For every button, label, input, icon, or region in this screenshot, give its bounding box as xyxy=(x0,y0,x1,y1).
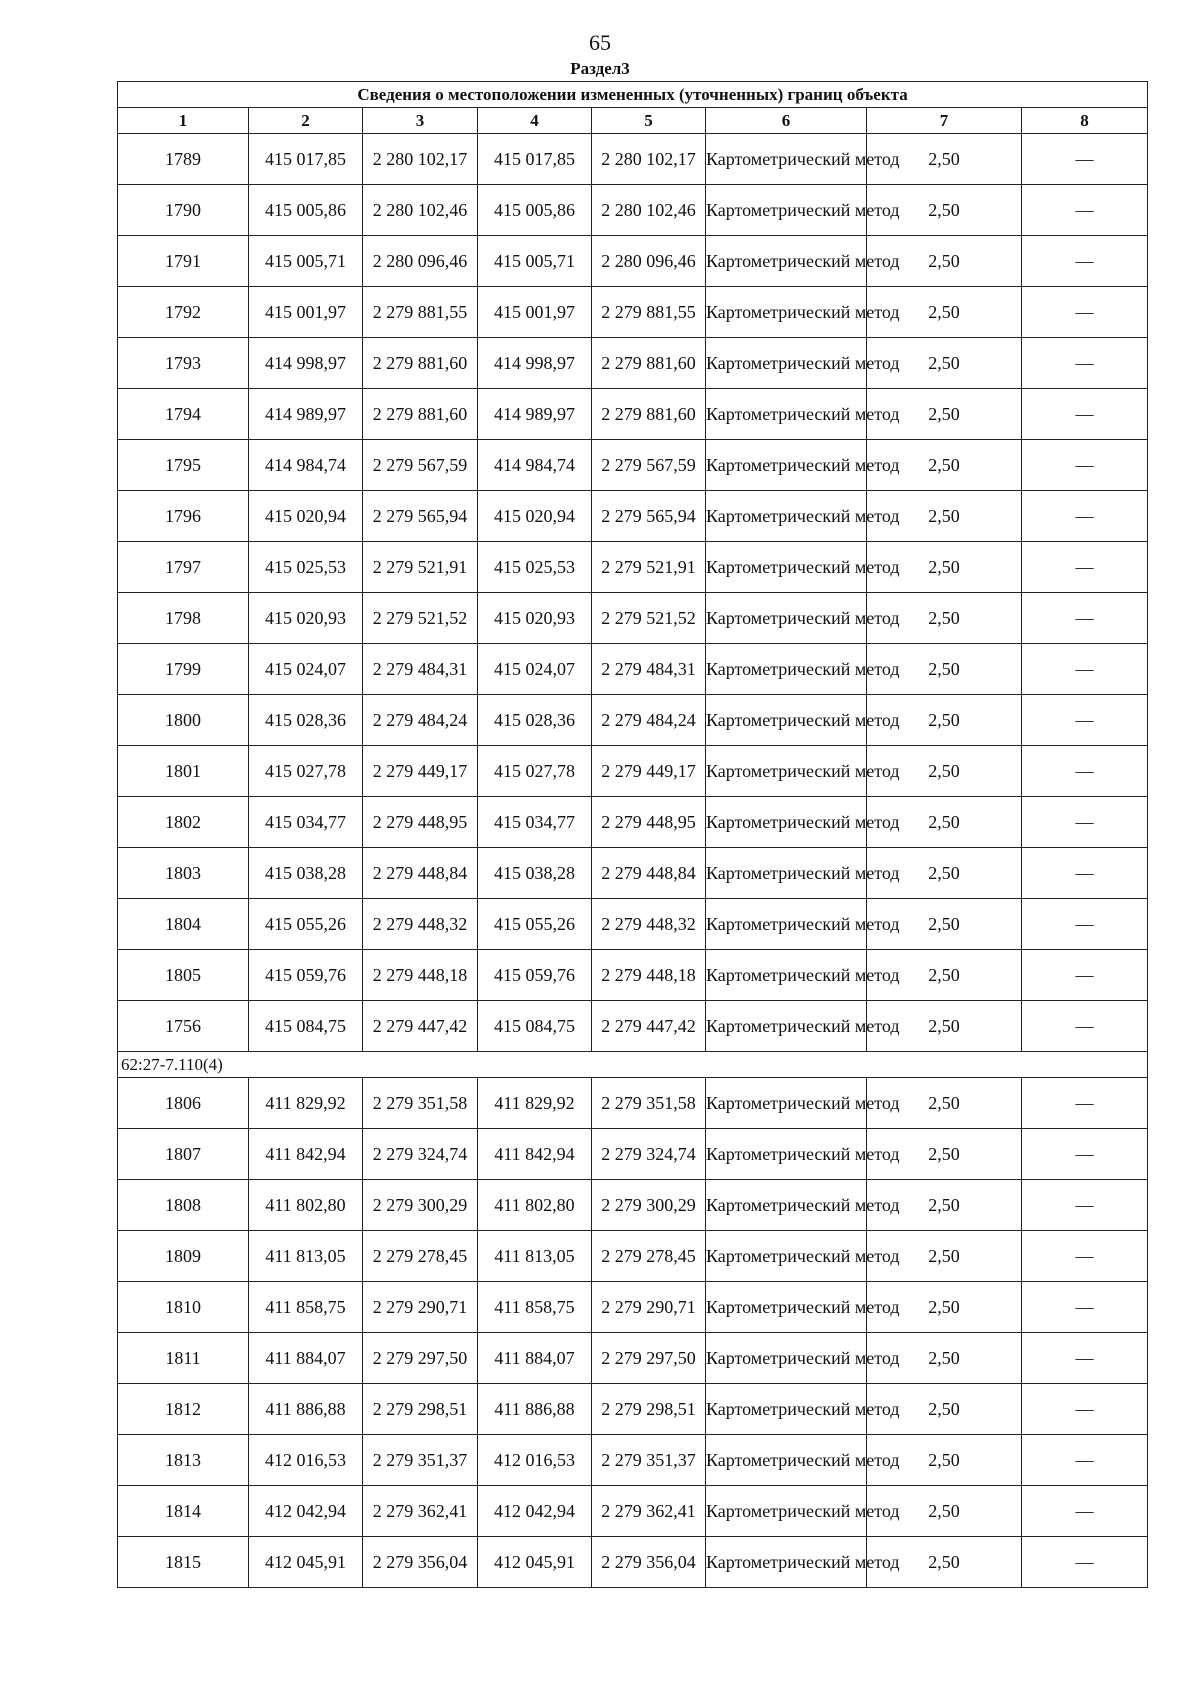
x-old-cell: 415 005,71 xyxy=(249,236,363,287)
description-cell: — xyxy=(1022,1231,1148,1282)
x-old-cell: 411 858,75 xyxy=(249,1282,363,1333)
table-row xyxy=(118,1384,1148,1435)
x-new-cell: 411 858,75 xyxy=(478,1282,592,1333)
point-number-cell: 1813 xyxy=(118,1435,249,1486)
x-old-cell: 415 038,28 xyxy=(249,848,363,899)
description-cell: — xyxy=(1022,848,1148,899)
x-old-cell: 411 802,80 xyxy=(249,1180,363,1231)
point-number-cell: 1814 xyxy=(118,1486,249,1537)
y-old-cell: 2 279 297,50 xyxy=(363,1333,478,1384)
table-row xyxy=(118,1537,1148,1588)
description-cell: — xyxy=(1022,593,1148,644)
x-new-cell: 415 038,28 xyxy=(478,848,592,899)
y-new-cell: 2 279 351,58 xyxy=(592,1078,706,1129)
precision-cell: 2,50 xyxy=(867,950,1022,1001)
point-number-cell: 1791 xyxy=(118,236,249,287)
precision-cell: 2,50 xyxy=(867,848,1022,899)
x-new-cell: 411 829,92 xyxy=(478,1078,592,1129)
y-new-cell: 2 279 324,74 xyxy=(592,1129,706,1180)
precision-cell: 2,50 xyxy=(867,593,1022,644)
precision-cell: 2,50 xyxy=(867,1486,1022,1537)
cadastral-group-label: 62:27-7.110(4) xyxy=(118,1052,1148,1078)
table-row xyxy=(118,236,1148,287)
point-number-cell: 1805 xyxy=(118,950,249,1001)
y-new-cell: 2 279 881,55 xyxy=(592,287,706,338)
x-old-cell: 415 020,93 xyxy=(249,593,363,644)
column-number-row xyxy=(118,108,1148,134)
point-number-cell: 1800 xyxy=(118,695,249,746)
point-number-cell: 1806 xyxy=(118,1078,249,1129)
point-number-cell: 1808 xyxy=(118,1180,249,1231)
description-cell: — xyxy=(1022,1333,1148,1384)
point-number-cell: 1810 xyxy=(118,1282,249,1333)
column-number: 3 xyxy=(363,108,478,134)
method-cell: Картометрический метод xyxy=(706,695,867,746)
method-cell: Картометрический метод xyxy=(706,542,867,593)
y-new-cell: 2 279 521,52 xyxy=(592,593,706,644)
description-cell: — xyxy=(1022,899,1148,950)
x-old-cell: 415 017,85 xyxy=(249,134,363,185)
precision-cell: 2,50 xyxy=(867,491,1022,542)
point-number-cell: 1804 xyxy=(118,899,249,950)
y-old-cell: 2 280 096,46 xyxy=(363,236,478,287)
method-cell: Картометрический метод xyxy=(706,899,867,950)
y-new-cell: 2 279 298,51 xyxy=(592,1384,706,1435)
precision-cell: 2,50 xyxy=(867,1180,1022,1231)
x-old-cell: 415 005,86 xyxy=(249,185,363,236)
x-old-cell: 414 998,97 xyxy=(249,338,363,389)
y-old-cell: 2 279 521,91 xyxy=(363,542,478,593)
point-group-2 xyxy=(118,1078,1148,1588)
point-number-cell: 1795 xyxy=(118,440,249,491)
y-old-cell: 2 279 484,24 xyxy=(363,695,478,746)
x-new-cell: 411 884,07 xyxy=(478,1333,592,1384)
precision-cell: 2,50 xyxy=(867,1435,1022,1486)
table-row xyxy=(118,899,1148,950)
method-cell: Картометрический метод xyxy=(706,797,867,848)
table-row xyxy=(118,389,1148,440)
method-cell: Картометрический метод xyxy=(706,593,867,644)
table-title-row xyxy=(118,82,1148,108)
x-new-cell: 415 017,85 xyxy=(478,134,592,185)
method-cell: Картометрический метод xyxy=(706,389,867,440)
precision-cell: 2,50 xyxy=(867,1384,1022,1435)
x-old-cell: 411 884,07 xyxy=(249,1333,363,1384)
method-cell: Картометрический метод xyxy=(706,1537,867,1588)
table-row xyxy=(118,1333,1148,1384)
method-cell: Картометрический метод xyxy=(706,1001,867,1052)
precision-cell: 2,50 xyxy=(867,899,1022,950)
description-cell: — xyxy=(1022,644,1148,695)
y-new-cell: 2 279 448,18 xyxy=(592,950,706,1001)
y-old-cell: 2 279 290,71 xyxy=(363,1282,478,1333)
y-new-cell: 2 279 362,41 xyxy=(592,1486,706,1537)
y-old-cell: 2 279 448,95 xyxy=(363,797,478,848)
y-new-cell: 2 279 356,04 xyxy=(592,1537,706,1588)
x-new-cell: 415 027,78 xyxy=(478,746,592,797)
method-cell: Картометрический метод xyxy=(706,338,867,389)
table-row xyxy=(118,440,1148,491)
point-number-cell: 1803 xyxy=(118,848,249,899)
x-new-cell: 414 984,74 xyxy=(478,440,592,491)
column-number: 4 xyxy=(478,108,592,134)
y-old-cell: 2 279 881,60 xyxy=(363,389,478,440)
point-number-cell: 1812 xyxy=(118,1384,249,1435)
method-cell: Картометрический метод xyxy=(706,185,867,236)
description-cell: — xyxy=(1022,236,1148,287)
description-cell: — xyxy=(1022,797,1148,848)
x-old-cell: 412 042,94 xyxy=(249,1486,363,1537)
x-old-cell: 412 045,91 xyxy=(249,1537,363,1588)
precision-cell: 2,50 xyxy=(867,1078,1022,1129)
precision-cell: 2,50 xyxy=(867,542,1022,593)
table-row xyxy=(118,1231,1148,1282)
precision-cell: 2,50 xyxy=(867,389,1022,440)
column-number: 1 xyxy=(118,108,249,134)
x-new-cell: 415 005,71 xyxy=(478,236,592,287)
method-cell: Картометрический метод xyxy=(706,134,867,185)
description-cell: — xyxy=(1022,287,1148,338)
table-row xyxy=(118,848,1148,899)
point-number-cell: 1789 xyxy=(118,134,249,185)
y-new-cell: 2 279 278,45 xyxy=(592,1231,706,1282)
y-new-cell: 2 279 448,95 xyxy=(592,797,706,848)
table-row xyxy=(118,695,1148,746)
x-new-cell: 415 055,26 xyxy=(478,899,592,950)
point-number-cell: 1802 xyxy=(118,797,249,848)
point-number-cell: 1811 xyxy=(118,1333,249,1384)
x-new-cell: 415 020,94 xyxy=(478,491,592,542)
point-group-1 xyxy=(118,134,1148,1052)
x-new-cell: 415 020,93 xyxy=(478,593,592,644)
method-cell: Картометрический метод xyxy=(706,950,867,1001)
description-cell: — xyxy=(1022,389,1148,440)
precision-cell: 2,50 xyxy=(867,1537,1022,1588)
description-cell: — xyxy=(1022,1129,1148,1180)
x-old-cell: 414 984,74 xyxy=(249,440,363,491)
y-old-cell: 2 279 448,18 xyxy=(363,950,478,1001)
x-old-cell: 415 001,97 xyxy=(249,287,363,338)
description-cell: — xyxy=(1022,491,1148,542)
x-new-cell: 415 034,77 xyxy=(478,797,592,848)
x-old-cell: 411 842,94 xyxy=(249,1129,363,1180)
column-number: 2 xyxy=(249,108,363,134)
point-number-cell: 1809 xyxy=(118,1231,249,1282)
y-old-cell: 2 279 521,52 xyxy=(363,593,478,644)
y-old-cell: 2 279 448,84 xyxy=(363,848,478,899)
y-old-cell: 2 279 881,60 xyxy=(363,338,478,389)
x-new-cell: 415 025,53 xyxy=(478,542,592,593)
y-old-cell: 2 279 448,32 xyxy=(363,899,478,950)
x-old-cell: 411 829,92 xyxy=(249,1078,363,1129)
x-new-cell: 411 802,80 xyxy=(478,1180,592,1231)
table-row xyxy=(118,185,1148,236)
precision-cell: 2,50 xyxy=(867,236,1022,287)
precision-cell: 2,50 xyxy=(867,644,1022,695)
y-old-cell: 2 280 102,17 xyxy=(363,134,478,185)
point-number-cell: 1796 xyxy=(118,491,249,542)
column-number: 5 xyxy=(592,108,706,134)
method-cell: Картометрический метод xyxy=(706,1282,867,1333)
x-new-cell: 412 045,91 xyxy=(478,1537,592,1588)
y-new-cell: 2 279 290,71 xyxy=(592,1282,706,1333)
x-new-cell: 411 813,05 xyxy=(478,1231,592,1282)
method-cell: Картометрический метод xyxy=(706,1384,867,1435)
description-cell: — xyxy=(1022,950,1148,1001)
page-number: 65 xyxy=(589,30,611,55)
table-row xyxy=(118,1180,1148,1231)
description-cell: — xyxy=(1022,185,1148,236)
section-label: Раздел3 xyxy=(570,59,630,78)
precision-cell: 2,50 xyxy=(867,287,1022,338)
x-old-cell: 411 813,05 xyxy=(249,1231,363,1282)
method-cell: Картометрический метод xyxy=(706,440,867,491)
y-new-cell: 2 279 300,29 xyxy=(592,1180,706,1231)
precision-cell: 2,50 xyxy=(867,1001,1022,1052)
y-new-cell: 2 279 484,31 xyxy=(592,644,706,695)
precision-cell: 2,50 xyxy=(867,338,1022,389)
y-old-cell: 2 279 447,42 xyxy=(363,1001,478,1052)
y-new-cell: 2 279 351,37 xyxy=(592,1435,706,1486)
method-cell: Картометрический метод xyxy=(706,1333,867,1384)
method-cell: Картометрический метод xyxy=(706,644,867,695)
x-old-cell: 415 034,77 xyxy=(249,797,363,848)
point-number-cell: 1815 xyxy=(118,1537,249,1588)
description-cell: — xyxy=(1022,134,1148,185)
y-new-cell: 2 279 565,94 xyxy=(592,491,706,542)
description-cell: — xyxy=(1022,1001,1148,1052)
point-number-cell: 1797 xyxy=(118,542,249,593)
method-cell: Картометрический метод xyxy=(706,1129,867,1180)
method-cell: Картометрический метод xyxy=(706,1486,867,1537)
table-row xyxy=(118,797,1148,848)
method-cell: Картометрический метод xyxy=(706,287,867,338)
point-number-cell: 1794 xyxy=(118,389,249,440)
precision-cell: 2,50 xyxy=(867,440,1022,491)
point-number-cell: 1790 xyxy=(118,185,249,236)
point-number-cell: 1799 xyxy=(118,644,249,695)
point-number-cell: 1798 xyxy=(118,593,249,644)
description-cell: — xyxy=(1022,542,1148,593)
description-cell: — xyxy=(1022,440,1148,491)
y-new-cell: 2 280 096,46 xyxy=(592,236,706,287)
description-cell: — xyxy=(1022,1537,1148,1588)
x-old-cell: 415 025,53 xyxy=(249,542,363,593)
table-title: Сведения о местоположении измененных (уточненных) границ объекта xyxy=(118,82,1148,108)
y-old-cell: 2 279 484,31 xyxy=(363,644,478,695)
description-cell: — xyxy=(1022,1078,1148,1129)
x-old-cell: 415 055,26 xyxy=(249,899,363,950)
precision-cell: 2,50 xyxy=(867,695,1022,746)
x-old-cell: 415 020,94 xyxy=(249,491,363,542)
method-cell: Картометрический метод xyxy=(706,1180,867,1231)
table-row xyxy=(118,338,1148,389)
x-new-cell: 415 028,36 xyxy=(478,695,592,746)
y-old-cell: 2 279 298,51 xyxy=(363,1384,478,1435)
precision-cell: 2,50 xyxy=(867,185,1022,236)
description-cell: — xyxy=(1022,695,1148,746)
description-cell: — xyxy=(1022,338,1148,389)
x-old-cell: 415 028,36 xyxy=(249,695,363,746)
x-new-cell: 415 005,86 xyxy=(478,185,592,236)
y-old-cell: 2 279 356,04 xyxy=(363,1537,478,1588)
table-row xyxy=(118,1486,1148,1537)
method-cell: Картометрический метод xyxy=(706,746,867,797)
method-cell: Картометрический метод xyxy=(706,1078,867,1129)
y-old-cell: 2 279 567,59 xyxy=(363,440,478,491)
table-row xyxy=(118,542,1148,593)
x-new-cell: 411 886,88 xyxy=(478,1384,592,1435)
table-row xyxy=(118,134,1148,185)
y-new-cell: 2 279 447,42 xyxy=(592,1001,706,1052)
x-old-cell: 411 886,88 xyxy=(249,1384,363,1435)
y-new-cell: 2 279 448,32 xyxy=(592,899,706,950)
x-old-cell: 415 024,07 xyxy=(249,644,363,695)
column-number: 8 xyxy=(1022,108,1148,134)
point-number-cell: 1801 xyxy=(118,746,249,797)
method-cell: Картометрический метод xyxy=(706,236,867,287)
y-new-cell: 2 279 521,91 xyxy=(592,542,706,593)
x-new-cell: 414 998,97 xyxy=(478,338,592,389)
y-new-cell: 2 279 881,60 xyxy=(592,338,706,389)
description-cell: — xyxy=(1022,1486,1148,1537)
column-number: 6 xyxy=(706,108,867,134)
y-new-cell: 2 279 484,24 xyxy=(592,695,706,746)
method-cell: Картометрический метод xyxy=(706,1435,867,1486)
description-cell: — xyxy=(1022,746,1148,797)
table-row xyxy=(118,491,1148,542)
y-old-cell: 2 279 362,41 xyxy=(363,1486,478,1537)
table-row xyxy=(118,1129,1148,1180)
y-old-cell: 2 279 351,58 xyxy=(363,1078,478,1129)
coordinates-table xyxy=(117,81,1148,1588)
x-old-cell: 412 016,53 xyxy=(249,1435,363,1486)
y-old-cell: 2 279 565,94 xyxy=(363,491,478,542)
point-number-cell: 1793 xyxy=(118,338,249,389)
point-number-cell: 1756 xyxy=(118,1001,249,1052)
point-number-cell: 1807 xyxy=(118,1129,249,1180)
column-number: 7 xyxy=(867,108,1022,134)
x-new-cell: 411 842,94 xyxy=(478,1129,592,1180)
y-old-cell: 2 280 102,46 xyxy=(363,185,478,236)
y-old-cell: 2 279 300,29 xyxy=(363,1180,478,1231)
table-row xyxy=(118,1435,1148,1486)
precision-cell: 2,50 xyxy=(867,746,1022,797)
y-new-cell: 2 279 449,17 xyxy=(592,746,706,797)
y-new-cell: 2 279 567,59 xyxy=(592,440,706,491)
precision-cell: 2,50 xyxy=(867,134,1022,185)
y-old-cell: 2 279 351,37 xyxy=(363,1435,478,1486)
y-new-cell: 2 279 297,50 xyxy=(592,1333,706,1384)
x-new-cell: 415 001,97 xyxy=(478,287,592,338)
table-row xyxy=(118,1282,1148,1333)
x-old-cell: 415 059,76 xyxy=(249,950,363,1001)
cadastral-group-row xyxy=(118,1052,1148,1078)
x-new-cell: 415 084,75 xyxy=(478,1001,592,1052)
y-old-cell: 2 279 278,45 xyxy=(363,1231,478,1282)
y-new-cell: 2 280 102,46 xyxy=(592,185,706,236)
method-cell: Картометрический метод xyxy=(706,1231,867,1282)
x-new-cell: 415 024,07 xyxy=(478,644,592,695)
table-row xyxy=(118,1001,1148,1052)
point-number-cell: 1792 xyxy=(118,287,249,338)
x-new-cell: 415 059,76 xyxy=(478,950,592,1001)
group-separator xyxy=(118,1052,1148,1078)
x-old-cell: 415 084,75 xyxy=(249,1001,363,1052)
x-old-cell: 415 027,78 xyxy=(249,746,363,797)
table-row xyxy=(118,287,1148,338)
description-cell: — xyxy=(1022,1435,1148,1486)
table-row xyxy=(118,746,1148,797)
method-cell: Картометрический метод xyxy=(706,491,867,542)
x-new-cell: 412 016,53 xyxy=(478,1435,592,1486)
y-new-cell: 2 280 102,17 xyxy=(592,134,706,185)
precision-cell: 2,50 xyxy=(867,797,1022,848)
table-row xyxy=(118,593,1148,644)
table-row xyxy=(118,644,1148,695)
x-new-cell: 412 042,94 xyxy=(478,1486,592,1537)
y-old-cell: 2 279 324,74 xyxy=(363,1129,478,1180)
y-old-cell: 2 279 449,17 xyxy=(363,746,478,797)
precision-cell: 2,50 xyxy=(867,1129,1022,1180)
precision-cell: 2,50 xyxy=(867,1333,1022,1384)
description-cell: — xyxy=(1022,1282,1148,1333)
precision-cell: 2,50 xyxy=(867,1282,1022,1333)
x-old-cell: 414 989,97 xyxy=(249,389,363,440)
table-header xyxy=(118,82,1148,134)
description-cell: — xyxy=(1022,1384,1148,1435)
y-old-cell: 2 279 881,55 xyxy=(363,287,478,338)
y-new-cell: 2 279 881,60 xyxy=(592,389,706,440)
x-new-cell: 414 989,97 xyxy=(478,389,592,440)
precision-cell: 2,50 xyxy=(867,1231,1022,1282)
table-row xyxy=(118,1078,1148,1129)
table-row xyxy=(118,950,1148,1001)
y-new-cell: 2 279 448,84 xyxy=(592,848,706,899)
method-cell: Картометрический метод xyxy=(706,848,867,899)
description-cell: — xyxy=(1022,1180,1148,1231)
